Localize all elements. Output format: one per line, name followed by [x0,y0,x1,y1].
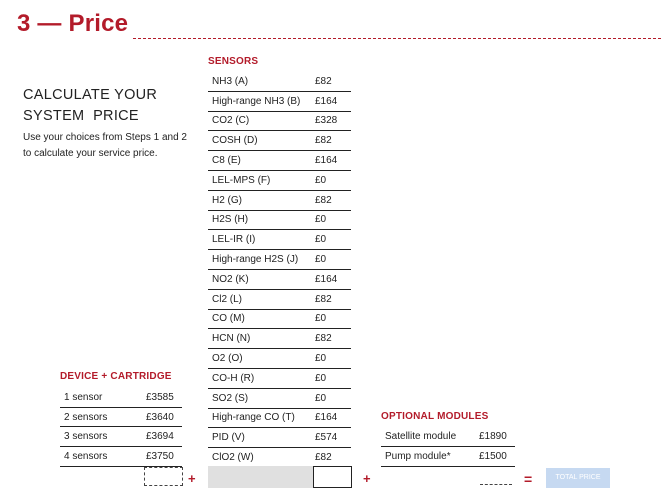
sensor-row-label: ClO2 (W) [208,448,311,468]
sensor-row [208,329,351,349]
calculate-heading-line1: CALCULATE YOUR [23,87,158,103]
sensor-row-price: £574 [311,428,351,448]
device-cartridge-table [60,388,182,467]
plus-sign-sensors: + [363,471,371,486]
sensor-row-label: NH3 (A) [208,72,311,91]
sensor-row-price: £82 [311,329,351,349]
sensor-row [208,111,351,131]
calculate-heading-line2: SYSTEM PRICE [23,108,139,124]
sensor-row-label: C8 (E) [208,151,311,171]
module-row-label: Satellite module [381,427,475,447]
sensor-row [208,368,351,388]
calculate-heading [23,85,157,127]
sensor-row [208,210,351,230]
sensor-row-price: £82 [311,190,351,210]
sensor-row [208,131,351,151]
title-divider [133,38,661,39]
sensor-row-label: O2 (O) [208,349,311,369]
sensor-row [208,289,351,309]
sensor-row-label: High-range NH3 (B) [208,91,311,111]
sensor-row-price: £164 [311,408,351,428]
plus-sign-device: + [188,471,196,486]
device-row-label: 1 sensor [60,388,142,407]
sensor-row-label: LEL-MPS (F) [208,170,311,190]
sensor-row-price: £0 [311,210,351,230]
sensor-row [208,72,351,91]
sensor-row-label: PID (V) [208,428,311,448]
calculate-description: Use your choices from Steps 1 and 2 to calculate your service price. [23,132,187,159]
optional-modules-title: OPTIONAL MODULES [381,411,489,422]
sensor-row-label: CO2 (C) [208,111,311,131]
sensor-row-label: LEL-IR (I) [208,230,311,250]
sensor-row-price: £164 [311,269,351,289]
sensor-row-label: H2 (G) [208,190,311,210]
sensor-row-label: CO-H (R) [208,368,311,388]
sensor-row-label: H2S (H) [208,210,311,230]
sensor-selection-box [208,466,313,488]
module-row [381,427,515,447]
sensor-row [208,428,351,448]
sensor-row [208,230,351,250]
sensor-row-price: £82 [311,131,351,151]
device-row-label: 2 sensors [60,407,142,427]
device-row-price: £3694 [142,427,182,447]
sensor-row-price: £0 [311,250,351,270]
module-row [381,447,515,467]
sensor-row-label: High-range CO (T) [208,408,311,428]
device-row-price: £3750 [142,447,182,467]
device-row-label: 3 sensors [60,427,142,447]
sensor-row [208,91,351,111]
total-price-box[interactable]: TOTAL PRICE [546,468,610,488]
sensor-row [208,349,351,369]
sensor-row-label: Cl2 (L) [208,289,311,309]
sensors-title: SENSORS [208,56,259,67]
modules-price-entry-line[interactable] [480,484,512,485]
device-row-price: £3640 [142,407,182,427]
sensor-row-label: CO (M) [208,309,311,329]
sensor-row-label: NO2 (K) [208,269,311,289]
sensor-row-price: £0 [311,349,351,369]
device-row [60,407,182,427]
sensor-row-price: £0 [311,388,351,408]
sensor-row-price: £0 [311,368,351,388]
device-row-label: 4 sensors [60,447,142,467]
optional-modules-table [381,427,515,467]
sensor-row-price: £82 [311,289,351,309]
sensor-row [208,250,351,270]
sensor-row-price: £164 [311,91,351,111]
sensor-row-label: SO2 (S) [208,388,311,408]
device-row [60,427,182,447]
sensor-row [208,190,351,210]
sensor-row [208,388,351,408]
sensor-row-label: HCN (N) [208,329,311,349]
sensor-row-price: £164 [311,151,351,171]
equals-sign: = [524,471,533,487]
sensor-row [208,269,351,289]
sensor-row-label: High-range H2S (J) [208,250,311,270]
device-price-entry-box[interactable] [144,467,183,486]
sensor-row [208,170,351,190]
sensor-row [208,151,351,171]
sensor-row-price: £328 [311,111,351,131]
sensor-row-label: COSH (D) [208,131,311,151]
sensor-row [208,309,351,329]
sensors-table [208,72,351,468]
device-row [60,447,182,467]
module-row-label: Pump module* [381,447,475,467]
module-row-price: £1500 [475,447,515,467]
device-row [60,388,182,407]
sensor-row [208,408,351,428]
sensor-row [208,448,351,468]
sensor-row-price: £0 [311,309,351,329]
sensor-row-price: £82 [311,448,351,468]
sensor-row-price: £0 [311,170,351,190]
sensor-row-price: £82 [311,72,351,91]
device-cartridge-title: DEVICE + CARTRIDGE [60,371,172,382]
device-row-price: £3585 [142,388,182,407]
sensor-row-price: £0 [311,230,351,250]
module-row-price: £1890 [475,427,515,447]
sensor-price-entry-box[interactable] [313,466,352,488]
page-title: 3 — Price [17,10,129,37]
